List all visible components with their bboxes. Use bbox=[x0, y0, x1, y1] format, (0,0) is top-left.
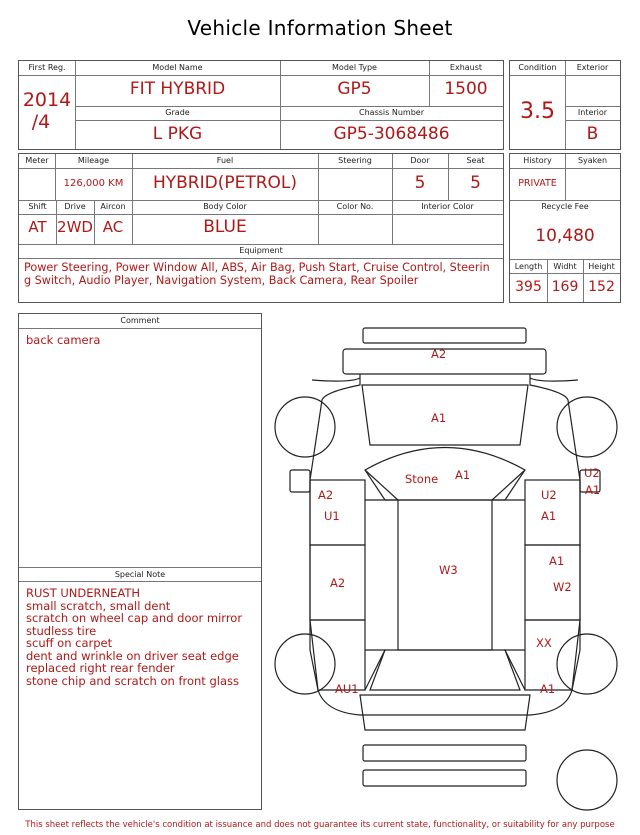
mark-right-front-fender-2: A1 bbox=[585, 483, 601, 497]
height-label: Height bbox=[588, 262, 615, 271]
body-color-value: BLUE bbox=[203, 217, 247, 237]
condition-block bbox=[509, 60, 621, 150]
special-note-line: replaced right rear fender bbox=[26, 661, 175, 675]
comment-label: Comment bbox=[120, 316, 160, 325]
interior-label: Interior bbox=[577, 108, 608, 117]
spec-block bbox=[18, 153, 504, 303]
mark-left-front-door-1: A2 bbox=[318, 488, 334, 502]
door-label: Door bbox=[410, 156, 430, 165]
front-bumper-top-panel bbox=[363, 328, 526, 343]
mileage-value: 126,000 KM bbox=[63, 178, 124, 189]
equipment-line-1: Power Steering, Power Window All, ABS, Air Bag, Push Start, Cruise Control, Steerin bbox=[24, 261, 490, 274]
vehicle-damage-diagram bbox=[270, 320, 620, 815]
drive-value: 2WD bbox=[57, 218, 93, 236]
special-note-line: RUST UNDERNEATH bbox=[26, 586, 141, 600]
history-block bbox=[509, 153, 621, 303]
seat-label: Seat bbox=[466, 156, 485, 165]
recycle-fee-label: Recycle Fee bbox=[541, 202, 589, 211]
right-front-wheel bbox=[557, 397, 617, 457]
front-arch-right bbox=[530, 378, 578, 381]
length-value: 395 bbox=[515, 279, 542, 295]
left-c-pillar bbox=[365, 650, 385, 690]
first-reg-month: /4 bbox=[31, 111, 51, 133]
aircon-value: AC bbox=[102, 218, 124, 236]
history-value: PRIVATE bbox=[518, 178, 557, 189]
chassis-value: GP5-3068486 bbox=[333, 124, 450, 144]
disclaimer-footer: This sheet reflects the vehicle's condition at issuance and does not guarantee its current state, functionality, or suitability for any purpose bbox=[25, 820, 615, 830]
mark-right-front-fender-1: U2 bbox=[584, 466, 600, 480]
interior-color-label: Interior Color bbox=[421, 202, 474, 211]
special-note-line: studless tire bbox=[26, 623, 97, 638]
mark-right-rear-door-2: W2 bbox=[553, 580, 572, 594]
fuel-label: Fuel bbox=[216, 156, 234, 165]
equipment-label: Equipment bbox=[239, 246, 283, 255]
special-note-line: dent and wrinkle on driver seat edge bbox=[26, 648, 239, 663]
length-label: Length bbox=[514, 262, 543, 271]
grade-value: L PKG bbox=[152, 124, 203, 144]
syaken-label: Syaken bbox=[577, 156, 608, 165]
rear-window bbox=[370, 650, 520, 690]
exhaust-value: 1500 bbox=[444, 79, 488, 99]
grade-label: Grade bbox=[165, 108, 190, 117]
special-note-line: scuff on carpet bbox=[26, 636, 113, 650]
steering-label: Steering bbox=[338, 156, 372, 165]
width-value: 169 bbox=[551, 279, 579, 295]
seat-value: 5 bbox=[470, 173, 481, 193]
aircon-label: Aircon bbox=[100, 202, 126, 211]
right-rear-quarter bbox=[525, 620, 580, 690]
comment-line: back camera bbox=[26, 333, 101, 347]
height-value: 152 bbox=[588, 279, 615, 295]
right-c-pillar bbox=[505, 650, 525, 690]
left-front-wheel bbox=[275, 397, 335, 457]
mark-right-front-door-1: U2 bbox=[541, 488, 557, 502]
body-color-label: Body Color bbox=[203, 202, 247, 211]
meter-label: Meter bbox=[25, 156, 49, 165]
comment-block bbox=[18, 313, 262, 810]
mark-hood: A1 bbox=[431, 411, 447, 425]
left-mirror bbox=[290, 470, 310, 492]
special-note-line: stone chip and scratch on front glass bbox=[26, 673, 239, 688]
drive-label: Drive bbox=[64, 202, 86, 211]
recycle-fee-value: 10,480 bbox=[535, 226, 595, 246]
equipment-line-2: g Switch, Audio Player, Navigation System, Back Camera, Rear Spoiler bbox=[24, 274, 419, 287]
mileage-label: Mileage bbox=[77, 156, 110, 165]
mark-right-rear-wheel: XX bbox=[536, 636, 552, 650]
first-reg-year: 2014 bbox=[22, 89, 72, 111]
mark-left-rear-quarter: AU1 bbox=[335, 682, 359, 696]
mark-left-rear-door: A2 bbox=[330, 576, 346, 590]
mark-right-front-door-2: A1 bbox=[541, 509, 557, 523]
model-info-block bbox=[18, 60, 504, 150]
left-rear-wheel bbox=[275, 634, 335, 694]
shift-label: Shift bbox=[28, 202, 47, 211]
shift-value: AT bbox=[28, 218, 47, 236]
condition-label: Condition bbox=[518, 63, 557, 72]
rear-bumper-lower bbox=[363, 770, 526, 786]
model-name-value: FIT HYBRID bbox=[129, 79, 226, 99]
left-rear-quarter bbox=[310, 620, 365, 690]
interior-value: B bbox=[586, 124, 599, 144]
history-label: History bbox=[523, 156, 552, 165]
spare-wheel bbox=[557, 750, 617, 810]
sheet-title: Vehicle Information Sheet bbox=[187, 16, 453, 40]
exhaust-label: Exhaust bbox=[449, 63, 483, 72]
mark-roof: W3 bbox=[439, 563, 458, 577]
model-type-value: GP5 bbox=[337, 79, 372, 99]
mark-right-rear-quarter: A1 bbox=[540, 682, 556, 696]
chassis-label: Chassis Number bbox=[359, 108, 424, 117]
mark-front-bumper: A2 bbox=[431, 347, 447, 361]
front-arch-left bbox=[312, 378, 360, 381]
model-type-label: Model Type bbox=[332, 63, 377, 72]
first-reg-label: First Reg. bbox=[28, 63, 66, 72]
rear-bumper-panel bbox=[363, 745, 526, 761]
special-note-line: small scratch, small dent bbox=[26, 598, 171, 613]
mark-windshield: A1 bbox=[455, 468, 471, 482]
color-no-label: Color No. bbox=[336, 202, 374, 211]
special-note-line: scratch on wheel cap and door mirror bbox=[26, 611, 243, 625]
mark-windshield-stone: Stone bbox=[405, 472, 439, 486]
condition-value: 3.5 bbox=[520, 99, 555, 124]
width-label: Widht bbox=[553, 262, 577, 271]
model-name-label: Model Name bbox=[152, 63, 203, 72]
mark-right-rear-door-1: A1 bbox=[549, 554, 565, 568]
fuel-value: HYBRID(PETROL) bbox=[152, 173, 298, 193]
tailgate-panel bbox=[360, 695, 530, 730]
door-value: 5 bbox=[414, 173, 426, 193]
right-rear-wheel bbox=[557, 634, 617, 694]
special-note-label: Special Note bbox=[114, 570, 166, 579]
mark-left-front-door-2: U1 bbox=[324, 509, 340, 523]
exterior-label: Exterior bbox=[576, 63, 609, 72]
